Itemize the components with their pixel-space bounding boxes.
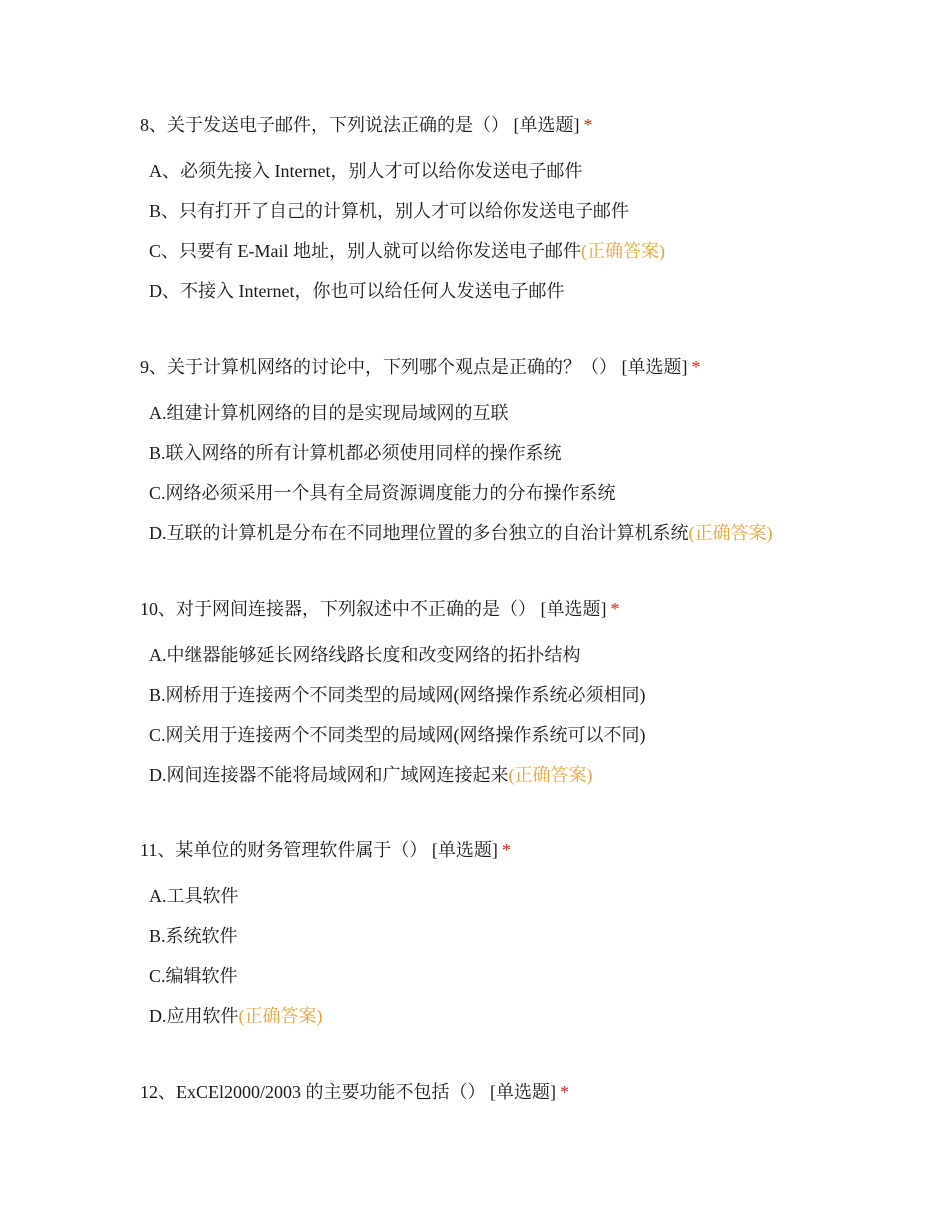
required-mark: *	[501, 840, 511, 860]
option-a	[149, 401, 860, 441]
option-d	[149, 763, 860, 803]
question-type-label: [单选题]	[513, 115, 580, 135]
option-text: D.互联的计算机是分布在不同地理位置的多台独立的自治计算机系统	[149, 523, 689, 543]
required-mark: *	[691, 357, 701, 377]
option-list	[149, 884, 860, 1044]
option-list	[149, 401, 860, 561]
question-text: 9、关于计算机网络的讨论中，下列哪个观点是正确的？（）	[140, 357, 617, 377]
option-text: A.组建计算机网络的目的是实现局域网的互联	[149, 403, 509, 423]
question-title	[140, 1080, 860, 1104]
option-b	[149, 924, 860, 964]
question-text: 12、ExCEl2000/2003 的主要功能不包括（）	[140, 1082, 486, 1102]
option-d	[149, 1004, 860, 1044]
question-type-label: [单选题]	[621, 357, 688, 377]
correct-answer-tag: (正确答案)	[581, 241, 665, 261]
question-11	[140, 838, 860, 1044]
option-text: C.网络必须采用一个具有全局资源调度能力的分布操作系统	[149, 483, 616, 503]
option-text: C.网关用于连接两个不同类型的局域网(网络操作系统可以不同)	[149, 725, 646, 745]
question-text: 11、某单位的财务管理软件属于（）	[140, 840, 428, 860]
option-list	[149, 159, 860, 319]
option-c	[149, 964, 860, 1004]
option-b	[149, 441, 860, 481]
question-10	[140, 597, 860, 803]
option-a	[149, 643, 860, 683]
option-a	[149, 159, 860, 199]
option-c	[149, 723, 860, 763]
question-type-label: [单选题]	[490, 1082, 556, 1102]
option-text: A、必须先接入 Internet，别人才可以给你发送电子邮件	[149, 161, 583, 181]
option-text: B、只有打开了自己的计算机，别人才可以给你发送电子邮件	[149, 201, 630, 221]
option-c	[149, 239, 860, 279]
correct-answer-tag: (正确答案)	[238, 1006, 323, 1026]
question-title	[140, 355, 860, 379]
option-text: A.中继器能够延长网络线路长度和改变网络的拓扑结构	[149, 645, 581, 665]
option-text: D.网间连接器不能将局域网和广域网连接起来	[149, 765, 509, 785]
question-type-label: [单选题]	[431, 840, 498, 860]
question-text: 10、对于网间连接器，下列叙述中不正确的是（）	[140, 599, 536, 619]
option-text: B.系统软件	[149, 926, 238, 946]
question-8	[140, 113, 860, 319]
option-text: D、不接入 Internet，你也可以给任何人发送电子邮件	[149, 281, 565, 301]
option-b	[149, 683, 860, 723]
option-text: D.应用软件	[149, 1006, 239, 1026]
option-list	[149, 643, 860, 803]
option-a	[149, 884, 860, 924]
question-title	[140, 113, 860, 137]
question-title	[140, 838, 860, 862]
required-mark: *	[560, 1082, 569, 1102]
question-12	[140, 1080, 860, 1104]
question-text: 8、关于发送电子邮件，下列说法正确的是（）	[140, 115, 509, 135]
option-d	[149, 279, 860, 319]
option-d	[149, 521, 860, 561]
correct-answer-tag: (正确答案)	[688, 523, 773, 543]
question-title	[140, 597, 860, 621]
question-9	[140, 355, 860, 561]
correct-answer-tag: (正确答案)	[508, 765, 593, 785]
option-c	[149, 481, 860, 521]
required-mark: *	[610, 599, 620, 619]
option-text: C.编辑软件	[149, 966, 238, 986]
question-type-label: [单选题]	[540, 599, 607, 619]
required-mark: *	[583, 115, 593, 135]
option-text: B.网桥用于连接两个不同类型的局域网(网络操作系统必须相同)	[149, 685, 646, 705]
option-b	[149, 199, 860, 239]
option-text: A.工具软件	[149, 886, 239, 906]
option-text: B.联入网络的所有计算机都必须使用同样的操作系统	[149, 443, 562, 463]
option-text: C、只要有 E-Mail 地址，别人就可以给你发送电子邮件	[149, 241, 581, 261]
